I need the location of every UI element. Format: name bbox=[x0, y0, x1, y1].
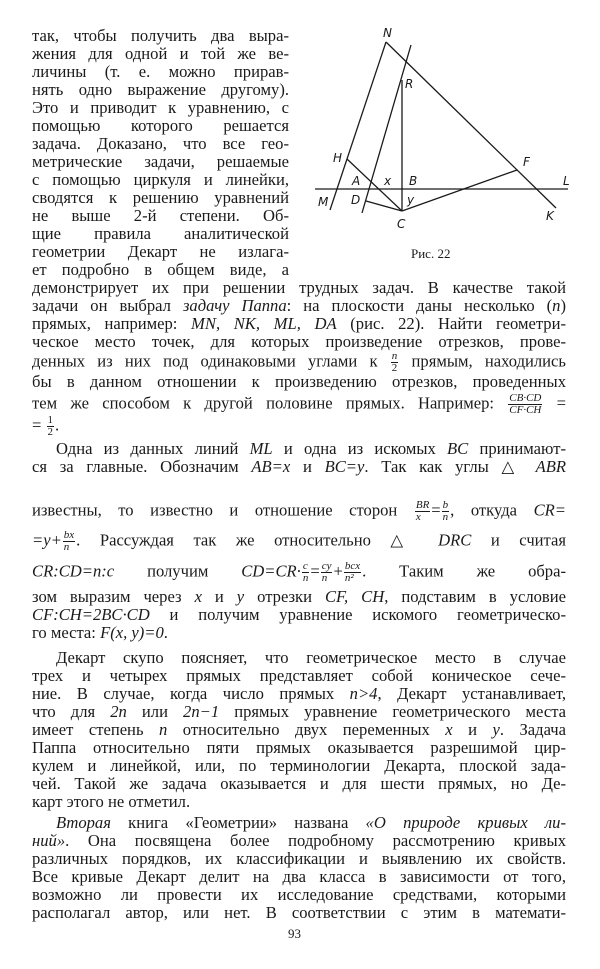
label-L: L bbox=[563, 174, 570, 188]
text-line: так, чтобы получить два выра- bbox=[32, 26, 289, 45]
text-line: сводятся к решению уравнений bbox=[32, 188, 289, 207]
text-line: с помощью циркуля и линейки, bbox=[32, 170, 289, 189]
text-line: Все кривые Декарт делит на два класса в зависимости от того, bbox=[32, 867, 566, 886]
text-line: го места: F(x, y)=0. bbox=[32, 623, 168, 642]
label-M: M bbox=[318, 195, 329, 209]
text-line: задача. Доказано, что все гео- bbox=[32, 134, 289, 153]
text-line: помощью которого решается bbox=[32, 116, 289, 135]
geometry-figure bbox=[300, 0, 600, 270]
text-line: нять одно выражение другому). bbox=[32, 80, 289, 99]
fraction: $\frac{CB\cdot CD}{CF\cdot CH}$ bbox=[509, 392, 542, 416]
text-line: жения для одной и той же ве- bbox=[32, 44, 289, 63]
fraction: $\frac{n}{2}$ bbox=[391, 350, 398, 374]
text-line: CR:CD=n:c получим CD=CR· $\frac{c}{n}$ = $\frac{cy}{n}$ + $\frac{\text{bcx}}{\text{n²}}$ . Таким же обра- bbox=[32, 560, 566, 584]
text-line: возможно ли провести их исследование средствами, которыми bbox=[32, 885, 566, 904]
text-line: располагал автор, или нет. В соответствии с этим в математи- bbox=[32, 903, 566, 922]
label-R: R bbox=[405, 77, 414, 91]
text-line: ний». Она посвящена более подробному рассмотрению кривых bbox=[32, 831, 566, 850]
label-C: C bbox=[397, 217, 406, 231]
text-line: Одна из данных линий ML и одна из искомых BC принимают- bbox=[56, 439, 566, 458]
text-line: прямых, например: MN, NK, ML, DA (рис. 22). Найти геометри- bbox=[32, 314, 566, 333]
label-F: F bbox=[523, 155, 530, 169]
text-line: трех и четырех прямых представляет собой коническое сече- bbox=[32, 666, 566, 685]
label-y: y bbox=[407, 193, 415, 207]
text-line: личины (т. е. можно прирав- bbox=[32, 62, 289, 81]
text-line: ние. В случае, когда число прямых n>4, Декарт устанавливает, bbox=[32, 684, 566, 703]
text-line: не выше 2-й степени. Об- bbox=[32, 206, 289, 225]
label-A: A bbox=[352, 174, 361, 188]
text-line: Паппа относительно пяти прямых оказывается разрешимой цир- bbox=[32, 738, 566, 757]
text-line: = $\frac{1}{2}$ . bbox=[32, 414, 60, 438]
text-line: чей. Такой же задача оказывается и для шести прямых, но Де- bbox=[32, 774, 566, 793]
text-line: денных из них под одинаковыми углами к $\frac{n}{2}$ прямым, находились bbox=[32, 350, 566, 374]
label-D: D bbox=[351, 193, 361, 207]
fraction: $\frac{cy}{n}$ bbox=[321, 560, 332, 584]
text-line: имеет степень n относительно двух переменных x и y. Задача bbox=[32, 720, 566, 739]
label-N: N bbox=[383, 26, 392, 40]
text-line: тем же способом к другой половине прямых. Например: $\frac{CB\cdot CD}{CF\cdot CH}$ = bbox=[32, 392, 566, 416]
text-line: Это и приводит к уравнению, с bbox=[32, 98, 289, 117]
text-line: геометрии Декарт не излага- bbox=[32, 242, 289, 261]
figure-caption: Рис. 22 bbox=[411, 246, 451, 261]
text-line: Вторая книга «Геометрии» названа «О природе кривых ли- bbox=[56, 813, 566, 832]
text-line: Декарт скупо поясняет, что геометрическое место в случае bbox=[56, 648, 566, 667]
fraction: $\frac{BR}{x}$ bbox=[415, 499, 430, 523]
fraction: $\frac{c}{n}$ bbox=[302, 560, 309, 584]
text-line: различных порядков, их классификации и выявлению их свойств. bbox=[32, 849, 566, 868]
text-line: ся за главные. Обозначим AB=x и BC=y. Так как углы △ ABR bbox=[32, 457, 566, 476]
text-line: известны, то известно и отношение сторон $\frac{BR}{x}$ = $\frac{b}{n}$ , откуда CR= bbox=[32, 499, 566, 523]
text-line: метрические задачи, решаемые bbox=[32, 152, 289, 171]
fraction: $\frac{\text{bcx}}{\text{n²}}$ bbox=[344, 560, 361, 584]
text-line: CF:CH=2BC·CD и получим уравнение искомого геометрическо- bbox=[32, 605, 566, 624]
text-line: задачи он выбрал задачу Паппа: на плоскости даны несколько (n) bbox=[32, 296, 566, 315]
text-line: ет подробно в общем виде, а bbox=[32, 260, 289, 279]
text-line: зом выразим через x и y отрезки CF, CH, подставим в условие bbox=[32, 587, 566, 606]
text-line: =y+ $\frac{bx}{n}$ . Рассуждая так же относительно △ DRC и считая bbox=[32, 529, 566, 553]
label-x: x bbox=[384, 174, 392, 188]
label-K: K bbox=[546, 209, 554, 223]
label-B: B bbox=[409, 174, 418, 188]
text-line: бы в данном отношении к произведению отрезков, проведенных bbox=[32, 372, 566, 391]
text-line: щие правила аналитической bbox=[32, 224, 289, 243]
fraction: $\frac{b}{n}$ bbox=[442, 499, 449, 523]
fraction: $\frac{1}{2}$ bbox=[47, 414, 54, 438]
text-line: кулем и линейкой, или, по терминологии Декарта, плоской зада- bbox=[32, 756, 566, 775]
text-line: карт этого не отметил. bbox=[32, 792, 191, 811]
label-H: H bbox=[333, 151, 343, 165]
text-line: демонстрирует их при решении трудных задач. В качестве такой bbox=[32, 278, 566, 297]
text-line: что для 2n или 2n−1 прямых уравнение геометрического места bbox=[32, 702, 567, 721]
fraction: $\frac{bx}{n}$ bbox=[63, 529, 75, 553]
text-line: ческое место точек, для которых произведение отрезков, прове- bbox=[32, 332, 566, 351]
page-number: 93 bbox=[288, 926, 301, 941]
